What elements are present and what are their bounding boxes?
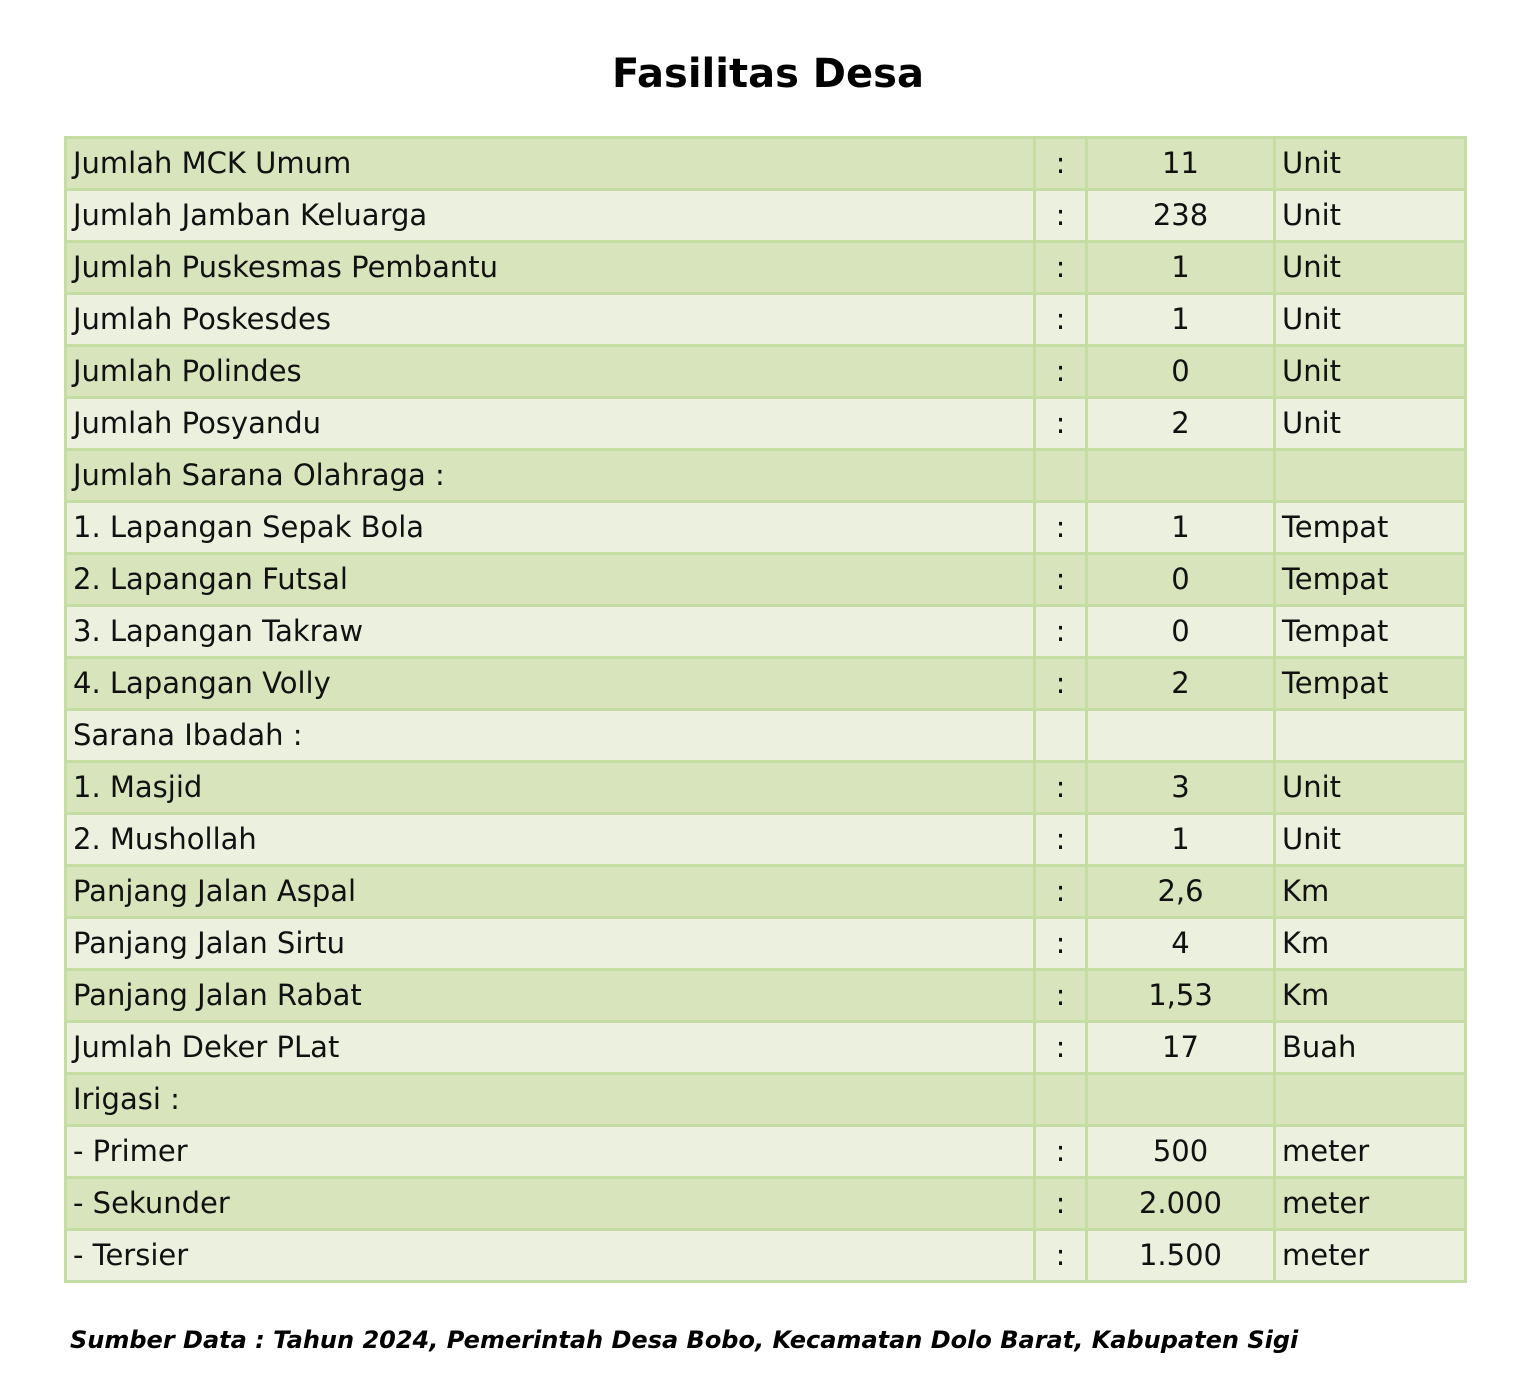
row-value: 4 <box>1087 918 1275 970</box>
row-value: 1 <box>1087 502 1275 554</box>
row-unit: Km <box>1275 866 1466 918</box>
row-unit: Unit <box>1275 398 1466 450</box>
row-value: 3 <box>1087 762 1275 814</box>
row-label: 1. Masjid <box>66 762 1035 814</box>
row-value: 1,53 <box>1087 970 1275 1022</box>
facilities-table-body <box>66 138 1466 1282</box>
row-label: 2. Lapangan Futsal <box>66 554 1035 606</box>
row-label: Panjang Jalan Rabat <box>66 970 1035 1022</box>
table-row <box>66 1178 1466 1230</box>
row-label: Jumlah Poskesdes <box>66 294 1035 346</box>
table-row <box>66 554 1466 606</box>
row-separator: : <box>1035 554 1087 606</box>
row-unit: Unit <box>1275 190 1466 242</box>
row-separator: : <box>1035 970 1087 1022</box>
table-row <box>66 450 1466 502</box>
row-label: - Tersier <box>66 1230 1035 1282</box>
row-separator <box>1035 1074 1087 1126</box>
row-label: Irigasi : <box>66 1074 1035 1126</box>
row-unit: Km <box>1275 918 1466 970</box>
row-value: 2,6 <box>1087 866 1275 918</box>
row-value: 0 <box>1087 346 1275 398</box>
row-separator: : <box>1035 294 1087 346</box>
row-unit: Km <box>1275 970 1466 1022</box>
row-separator: : <box>1035 1022 1087 1074</box>
row-label: Panjang Jalan Sirtu <box>66 918 1035 970</box>
row-separator: : <box>1035 242 1087 294</box>
row-separator: : <box>1035 1178 1087 1230</box>
table-row <box>66 138 1466 190</box>
row-unit: Unit <box>1275 814 1466 866</box>
row-separator: : <box>1035 866 1087 918</box>
table-row <box>66 1022 1466 1074</box>
row-label: 1. Lapangan Sepak Bola <box>66 502 1035 554</box>
row-unit: Tempat <box>1275 658 1466 710</box>
row-label: 3. Lapangan Takraw <box>66 606 1035 658</box>
row-value <box>1087 450 1275 502</box>
row-value: 17 <box>1087 1022 1275 1074</box>
row-separator <box>1035 710 1087 762</box>
row-value <box>1087 1074 1275 1126</box>
row-label: - Sekunder <box>66 1178 1035 1230</box>
table-row <box>66 1126 1466 1178</box>
row-separator: : <box>1035 1126 1087 1178</box>
row-value: 2 <box>1087 658 1275 710</box>
row-label: Jumlah Deker PLat <box>66 1022 1035 1074</box>
row-value: 2 <box>1087 398 1275 450</box>
row-value <box>1087 710 1275 762</box>
table-row <box>66 190 1466 242</box>
row-separator: : <box>1035 658 1087 710</box>
page-title: Fasilitas Desa <box>612 51 924 97</box>
table-row <box>66 710 1466 762</box>
row-unit: Unit <box>1275 762 1466 814</box>
table-row <box>66 814 1466 866</box>
row-separator: : <box>1035 606 1087 658</box>
row-label: Sarana Ibadah : <box>66 710 1035 762</box>
row-label: 2. Mushollah <box>66 814 1035 866</box>
row-unit: Unit <box>1275 294 1466 346</box>
row-label: - Primer <box>66 1126 1035 1178</box>
table-row <box>66 294 1466 346</box>
row-unit <box>1275 1074 1466 1126</box>
row-value: 0 <box>1087 554 1275 606</box>
row-separator: : <box>1035 502 1087 554</box>
row-separator: : <box>1035 346 1087 398</box>
row-label: Jumlah Puskesmas Pembantu <box>66 242 1035 294</box>
table-row <box>66 762 1466 814</box>
row-value: 0 <box>1087 606 1275 658</box>
row-value: 500 <box>1087 1126 1275 1178</box>
row-unit: meter <box>1275 1230 1466 1282</box>
table-row <box>66 346 1466 398</box>
table-row <box>66 866 1466 918</box>
row-label: Jumlah Sarana Olahraga : <box>66 450 1035 502</box>
row-value: 1 <box>1087 242 1275 294</box>
row-unit: Unit <box>1275 138 1466 190</box>
table-row <box>66 606 1466 658</box>
row-unit: Tempat <box>1275 502 1466 554</box>
row-unit: Tempat <box>1275 606 1466 658</box>
row-unit <box>1275 450 1466 502</box>
row-separator <box>1035 450 1087 502</box>
row-separator: : <box>1035 762 1087 814</box>
row-label: Jumlah Polindes <box>66 346 1035 398</box>
row-unit <box>1275 710 1466 762</box>
row-value: 1 <box>1087 814 1275 866</box>
row-separator: : <box>1035 398 1087 450</box>
row-unit: meter <box>1275 1178 1466 1230</box>
row-unit: Tempat <box>1275 554 1466 606</box>
row-unit: Buah <box>1275 1022 1466 1074</box>
table-row <box>66 970 1466 1022</box>
row-unit: Unit <box>1275 242 1466 294</box>
table-row <box>66 502 1466 554</box>
row-value: 11 <box>1087 138 1275 190</box>
table-row <box>66 398 1466 450</box>
table-row <box>66 242 1466 294</box>
row-unit: meter <box>1275 1126 1466 1178</box>
table-row <box>66 658 1466 710</box>
row-separator: : <box>1035 918 1087 970</box>
row-unit: Unit <box>1275 346 1466 398</box>
facilities-table <box>64 136 1467 1283</box>
row-value: 1 <box>1087 294 1275 346</box>
row-separator: : <box>1035 190 1087 242</box>
row-separator: : <box>1035 1230 1087 1282</box>
row-label: Panjang Jalan Aspal <box>66 866 1035 918</box>
row-value: 1.500 <box>1087 1230 1275 1282</box>
table-row <box>66 1230 1466 1282</box>
row-label: Jumlah MCK Umum <box>66 138 1035 190</box>
row-separator: : <box>1035 138 1087 190</box>
source-note: Sumber Data : Tahun 2024, Pemerintah Desa Bobo, Kecamatan Dolo Barat, Kabupaten Sigi <box>70 1326 1299 1354</box>
table-row <box>66 918 1466 970</box>
row-label: Jumlah Jamban Keluarga <box>66 190 1035 242</box>
row-separator: : <box>1035 814 1087 866</box>
row-label: 4. Lapangan Volly <box>66 658 1035 710</box>
row-value: 238 <box>1087 190 1275 242</box>
row-label: Jumlah Posyandu <box>66 398 1035 450</box>
table-row <box>66 1074 1466 1126</box>
row-value: 2.000 <box>1087 1178 1275 1230</box>
